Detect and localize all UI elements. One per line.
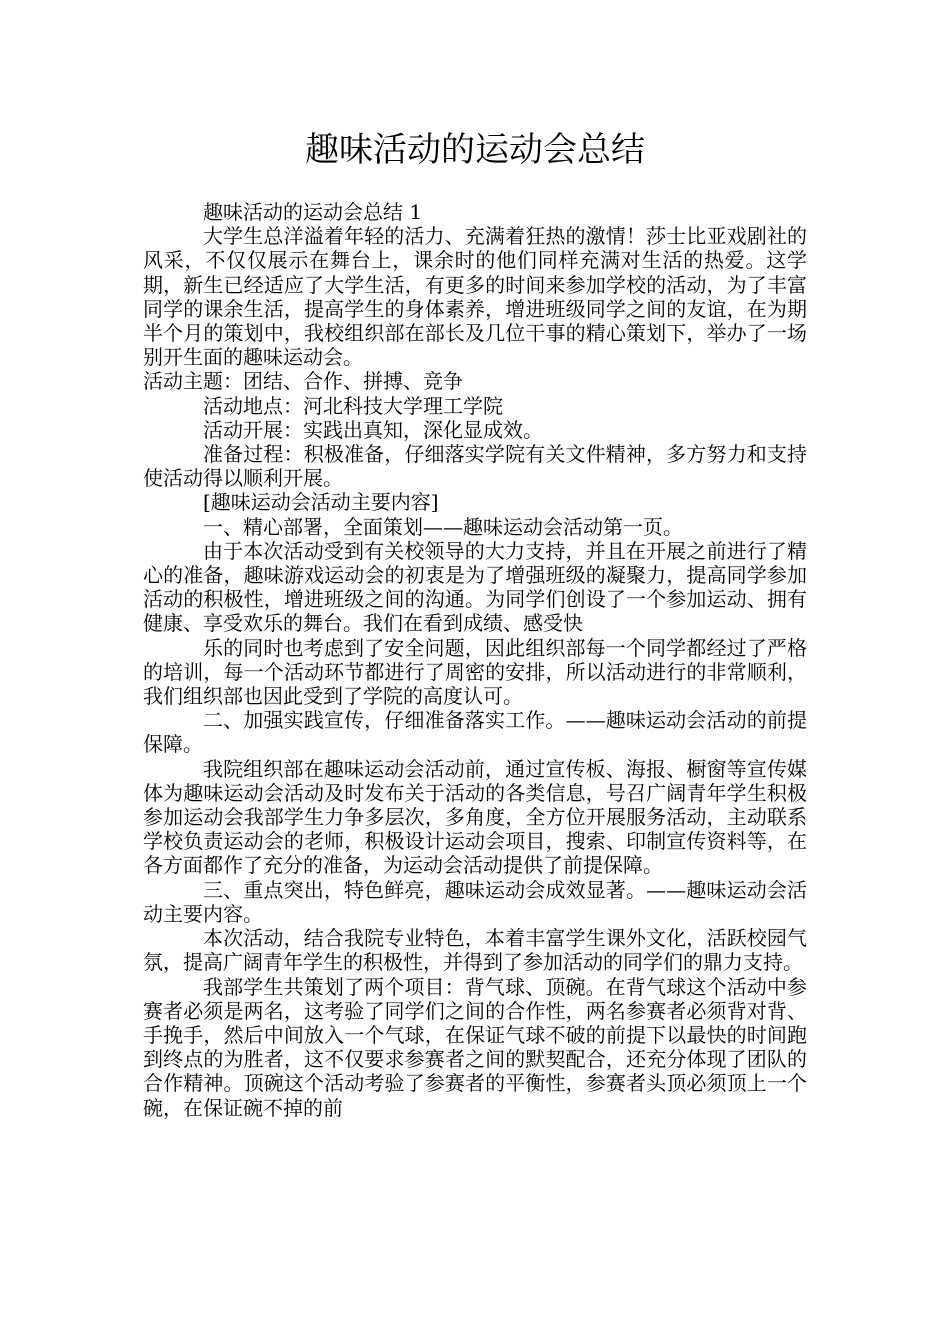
- paragraph: [趣味运动会活动主要内容]: [203, 490, 439, 515]
- paragraph: 本次活动，结合我院专业特色，本着丰富学生课外文化，活跃校园气氛，提高广阔青年学生的积极性，并得到了参加活动的同学们的鼎力支持。: [143, 926, 807, 975]
- paragraph: 大学生总洋溢着年轻的活力、充满着狂热的激情！莎士比亚戏剧社的风采，不仅仅展示在舞台上，课余时的他们同样充满对生活的热爱。这学期，新生已经适应了大学生活，有更多的时间来参加学校的活动，为了丰富同学的课余生活，提高学生的身体素养，增进班级同学之间的友谊，在为期半个月的策划中，我校组织部在部长及几位干事的精心策划下，举办了一场别开生面的趣味运动会。: [143, 224, 807, 370]
- paragraph: 趣味活动的运动会总结 1: [203, 200, 423, 224]
- paragraph: 乐的同时也考虑到了安全问题，因此组织部每一个同学都经过了严格的培训，每一个活动环节都进行了周密的安排，所以活动进行的非常顺利，我们组织部也因此受到了学院的高度认可。: [143, 635, 807, 709]
- paragraph: 活动地点：河北科技大学理工学院: [203, 393, 503, 418]
- document-title: 趣味活动的运动会总结: [305, 130, 645, 170]
- paragraph: 我部学生共策划了两个项目：背气球、顶碗。在背气球这个活动中参赛者必须是两名，这考验了同学们之间的合作性，两名参赛者必须背对背、手挽手，然后中间放入一个气球，在保证气球不破的前提下以最快的时间跑到终点的为胜者，这不仅要求参赛者之间的默契配合，还充分体现了团队的合作精神。顶碗这个活动考验了参赛者的平衡性，参赛者头顶必须顶上一个碗，在保证碗不掉的前: [143, 974, 807, 1120]
- paragraph: 我院组织部在趣味运动会活动前，通过宣传板、海报、橱窗等宣传媒体为趣味运动会活动及时发布关于活动的各类信息，号召广阔青年学生积极参加运动会我部学生力争多层次，多角度，全方位开展服务活动，主动联系学校负责运动会的老师，积极设计运动会项目，搜索、印制宣传资料等，在各方面都作了充分的准备，为运动会活动提供了前提保障。: [143, 756, 807, 878]
- paragraph: 一、精心部署，全面策划——趣味运动会活动第一页。: [203, 514, 683, 539]
- paragraph: 活动主题：团结、合作、拼搏、竞争: [143, 369, 463, 394]
- paragraph: 由于本次活动受到有关校领导的大力支持，并且在开展之前进行了精心的准备，趣味游戏运动会的初衷是为了增强班级的凝聚力，提高同学参加活动的积极性，增进班级之间的沟通。为同学们创设了一个参加运动、拥有健康、享受欢乐的舞台。我们在看到成绩、感受快: [143, 538, 807, 636]
- document-body: [143, 200, 807, 1120]
- paragraph: 活动开展：实践出真知，深化显成效。: [203, 417, 543, 442]
- paragraph: 准备过程：积极准备，仔细落实学院有关文件精神，多方努力和支持使活动得以顺利开展。: [143, 442, 807, 491]
- paragraph: 三、重点突出，特色鲜亮，趣味运动会成效显著。——趣味运动会活动主要内容。: [143, 877, 807, 926]
- paragraph: 二、加强实践宣传，仔细准备落实工作。——趣味运动会活动的前提保障。: [143, 708, 807, 757]
